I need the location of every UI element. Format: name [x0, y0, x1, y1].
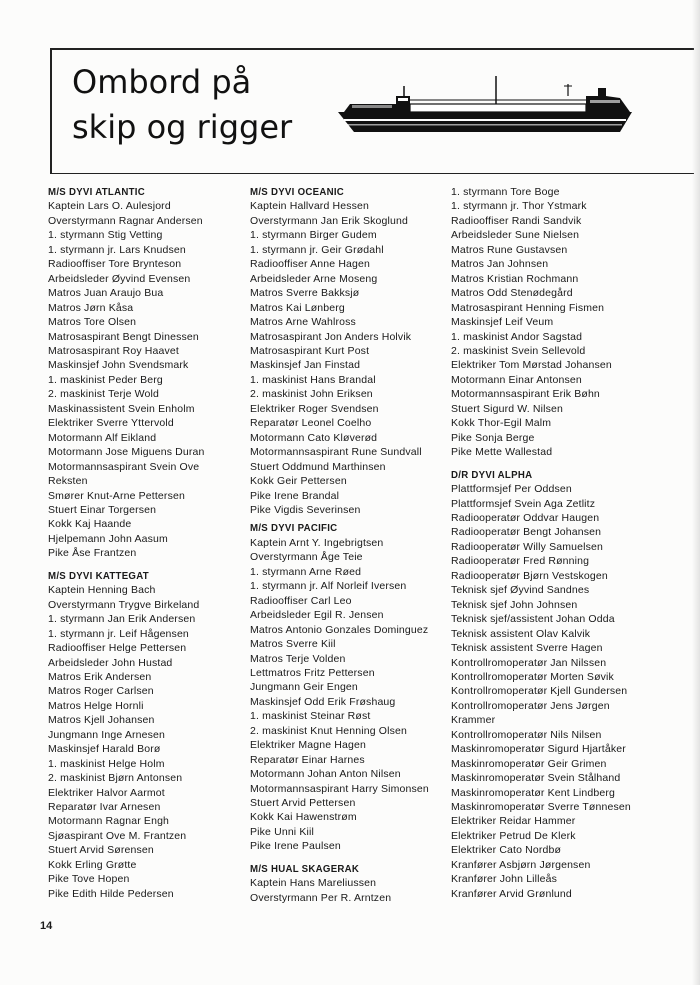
page-crease	[692, 0, 700, 985]
crew-entry: Pike Irene Brandal	[250, 489, 340, 502]
crew-list	[451, 185, 651, 460]
crew-entry: 2. maskinist John Eriksen	[250, 388, 373, 401]
crew-entry: Radiooffiser Helge Pettersen	[48, 642, 187, 655]
crew-entry: Sjøaspirant Ove M. Frantzen	[48, 829, 187, 842]
crew-entry: Kaptein Henning Bach	[48, 584, 156, 597]
crew-entry: Matrosaspirant Henning Fismen	[451, 301, 605, 314]
crew-entry: Overstyrmann Ragnar Andersen	[48, 214, 203, 227]
crew-entry: Maskinsjef Harald Borø	[48, 743, 161, 756]
crew-list	[48, 583, 244, 901]
crew-entry: Kranfører Asbjørn Jørgensen	[451, 858, 591, 871]
crew-entry: Pike Unni Kiil	[250, 825, 314, 838]
crew-list	[451, 482, 651, 901]
crew-entry: 1. maskinist Steinar Røst	[250, 710, 371, 723]
crew-entry: Radiooffiser Tore Brynteson	[48, 258, 182, 271]
column-1	[48, 185, 244, 901]
column-3	[451, 185, 651, 901]
crew-entry: 1. maskinist Andor Sagstad	[451, 330, 583, 343]
crew-entry: Motormann Alf Eikland	[48, 431, 157, 444]
crew-entry: Motormannsaspirant Rune Sundvall	[250, 446, 422, 459]
crew-entry: Arbeidsleder Arne Moseng	[250, 272, 378, 285]
crew-entry: Stuert Arvid Sørensen	[48, 844, 154, 857]
ship-illustration	[336, 74, 642, 138]
crew-entry: Stuert Arvid Pettersen	[250, 797, 356, 810]
crew-entry: Overstyrmann Jan Erik Skoglund	[250, 214, 408, 227]
crew-entry: Motormann Jose Miguens Duran	[48, 446, 205, 459]
crew-entry: Matrosaspirant Bengt Dinessen	[48, 330, 199, 343]
crew-entry: Teknisk sjef/assistent Johan Odda	[451, 613, 615, 626]
crew-entry: Matros Odd Stenødegård	[451, 287, 573, 300]
crew-entry: Pike Vigdis Severinsen	[250, 503, 361, 516]
crew-entry: Matros Kai Lønberg	[250, 301, 345, 314]
crew-entry: Kaptein Arnt Y. Ingebrigtsen	[250, 536, 384, 549]
crew-entry: 1. styrmann Arne Røed	[250, 565, 362, 578]
crew-entry: Jungmann Geir Engen	[250, 681, 358, 694]
crew-entry: Matros Sverre Bakksjø	[250, 287, 360, 300]
crew-entry: Plattformsjef Svein Aga Zetlitz	[451, 497, 596, 510]
crew-entry: Kranfører John Lilleås	[451, 873, 558, 886]
crew-entry: Kokk Thor-Egil Malm	[451, 417, 552, 430]
crew-entry: Elektriker Magne Hagen	[250, 739, 366, 752]
crew-entry: Maskinsjef Leif Veum	[451, 316, 554, 329]
crew-entry: Pike Edith Hilde Pedersen	[48, 887, 174, 900]
crew-entry: Reksten	[48, 475, 88, 488]
crew-entry: Matros Tore Olsen	[48, 316, 137, 329]
crew-entry: 1. styrmann jr. Alf Norleif Iversen	[250, 580, 407, 593]
crew-entry: Kontrollromoperatør Jens Jørgen	[451, 699, 610, 712]
crew-entry: Motormann Einar Antonsen	[451, 373, 582, 386]
crew-entry: Lettmatros Fritz Pettersen	[250, 666, 375, 679]
crew-entry: Matros Arne Wahlross	[250, 316, 356, 329]
crew-list	[250, 199, 445, 517]
crew-entry: Radiooperatør Fred Rønning	[451, 555, 590, 568]
crew-entry: Kaptein Hans Mareliussen	[250, 877, 377, 890]
crew-entry: Arbeidsleder Egil R. Jensen	[250, 609, 384, 622]
crew-entry: Matros Helge Hornli	[48, 699, 144, 712]
crew-entry: Motormann Cato Kløverød	[250, 431, 378, 444]
crew-entry: Stuert Oddmund Marthinsen	[250, 460, 386, 473]
crew-entry: Radiooffiser Anne Hagen	[250, 258, 371, 271]
crew-list	[48, 199, 244, 560]
crew-entry: Kokk Kai Hawenstrøm	[250, 811, 357, 824]
crew-entry: Teknisk sjef Øyvind Sandnes	[451, 584, 590, 597]
crew-entry: Pike Tove Hopen	[48, 873, 130, 886]
section-dyvi-kattegat	[48, 569, 244, 901]
crew-entry: Matros Jan Johnsen	[451, 258, 549, 271]
crew-entry: 1. styrmann Jan Erik Andersen	[48, 613, 196, 626]
crew-entry: Teknisk sjef John Johnsen	[451, 598, 578, 611]
crew-entry: 2. maskinist Bjørn Antonsen	[48, 772, 183, 785]
crew-entry: 1. styrmann jr. Leif Hågensen	[48, 627, 189, 640]
crew-entry: Elektriker Sverre Yttervold	[48, 417, 174, 430]
crew-entry: Kontrollromoperatør Jan Nilssen	[451, 656, 607, 669]
crew-entry: Motormann Johan Anton Nilsen	[250, 768, 401, 781]
section-dyvi-pacific	[250, 521, 445, 853]
crew-entry: Maskinromoperatør Kent Lindberg	[451, 786, 615, 799]
crew-entry: Maskinromoperatør Svein Stålhand	[451, 772, 621, 785]
title-line-1: Ombord på	[72, 63, 252, 101]
crew-entry: Kaptein Lars O. Aulesjord	[48, 200, 171, 213]
crew-entry: Overstyrmann Åge Teie	[250, 551, 363, 564]
section-title: M/S DYVI PACIFIC	[250, 522, 338, 535]
crew-entry: Maskinsjef John Svendsmark	[48, 359, 189, 372]
crew-entry: Kranfører Arvid Grønlund	[451, 887, 572, 900]
crew-entry: Kontrollromoperatør Nils Nilsen	[451, 728, 602, 741]
crew-entry: Arbeidsleder John Hustad	[48, 656, 173, 669]
crew-entry: Stuert Einar Torgersen	[48, 503, 157, 516]
crew-entry: Teknisk assistent Sverre Hagen	[451, 642, 603, 655]
crew-entry: Arbeidsleder Øyvind Evensen	[48, 272, 191, 285]
crew-entry: 1. maskinist Helge Holm	[48, 757, 165, 770]
crew-entry: 1. styrmann Stig Vetting	[48, 229, 163, 242]
crew-entry: Maskinromoperatør Sverre Tønnesen	[451, 801, 631, 814]
crew-entry: Elektriker Petrud De Klerk	[451, 829, 576, 842]
crew-entry: 1. styrmann jr. Geir Grødahl	[250, 243, 384, 256]
crew-entry: Maskinromoperatør Geir Grimen	[451, 757, 607, 770]
crew-entry: Pike Sonja Berge	[451, 431, 535, 444]
crew-entry: Pike Åse Frantzen	[48, 547, 137, 560]
crew-entry: Overstyrmann Trygve Birkeland	[48, 598, 200, 611]
section-title: M/S DYVI OCEANIC	[250, 186, 345, 198]
crew-entry: Jungmann Inge Arnesen	[48, 728, 165, 741]
crew-list	[250, 876, 445, 905]
section-title: M/S HUAL SKAGERAK	[250, 862, 360, 875]
crew-entry: Maskinsjef Jan Finstad	[250, 359, 361, 372]
header-box	[50, 48, 694, 174]
crew-entry: Reparatør Leonel Coelho	[250, 417, 372, 430]
crew-entry: Hjelpemann John Aasum	[48, 532, 168, 545]
crew-list	[250, 536, 445, 854]
crew-entry: Matros Sverre Kiil	[250, 638, 336, 651]
crew-entry: Pike Irene Paulsen	[250, 840, 341, 853]
crew-entry: Elektriker Reidar Hammer	[451, 815, 576, 828]
crew-entry: Radiooffiser Randi Sandvik	[451, 214, 582, 227]
column-2	[250, 185, 445, 905]
crew-entry: Maskinromoperatør Sigurd Hjartåker	[451, 743, 626, 756]
crew-entry: Kontrollromoperatør Kjell Gundersen	[451, 685, 628, 698]
section-dyvi-atlantic	[48, 185, 244, 561]
crew-entry: Matros Juan Araujo Bua	[48, 287, 164, 300]
crew-entry: Smører Knut-Arne Pettersen	[48, 489, 185, 502]
crew-entry: 1. styrmann Tore Boge	[451, 186, 560, 198]
crew-entry: Reparatør Ivar Arnesen	[48, 801, 161, 814]
crew-entry: Kokk Kaj Haande	[48, 518, 132, 531]
crew-entry: 1. maskinist Peder Berg	[48, 373, 163, 386]
crew-entry: Kokk Erling Grøtte	[48, 858, 137, 871]
crew-entry: Motormann Ragnar Engh	[48, 815, 170, 828]
crew-entry: Plattformsjef Per Oddsen	[451, 483, 572, 496]
crew-entry: Matros Roger Carlsen	[48, 685, 154, 698]
crew-entry: Elektriker Tom Mørstad Johansen	[451, 359, 612, 372]
crew-entry: Stuert Sigurd W. Nilsen	[451, 402, 563, 415]
crew-entry: 2. maskinist Terje Wold	[48, 388, 160, 401]
section-dyvi-oceanic	[250, 185, 445, 517]
section-title: M/S DYVI ATLANTIC	[48, 186, 146, 198]
crew-entry: Radiooperatør Oddvar Haugen	[451, 511, 600, 524]
crew-entry: Matrosaspirant Roy Haavet	[48, 344, 179, 357]
page-number: 14	[40, 920, 53, 932]
crew-entry: Krammer	[451, 714, 496, 727]
crew-entry: 1. styrmann Birger Gudem	[250, 229, 377, 242]
section-title: M/S DYVI KATTEGAT	[48, 569, 149, 582]
crew-entry: 2. maskinist Svein Sellevold	[451, 344, 586, 357]
crew-entry: Matrosaspirant Jon Anders Holvik	[250, 330, 412, 343]
crew-entry: Teknisk assistent Olav Kalvik	[451, 627, 591, 640]
crew-entry: Radiooffiser Carl Leo	[250, 594, 352, 607]
section-title: D/R DYVI ALPHA	[451, 468, 533, 481]
crew-entry: Pike Mette Wallestad	[451, 446, 553, 459]
crew-entry: Matros Terje Volden	[250, 652, 346, 665]
crew-entry: 2. maskinist Knut Henning Olsen	[250, 724, 407, 737]
crew-entry: Arbeidsleder Sune Nielsen	[451, 229, 580, 242]
crew-entry: Motormannsaspirant Erik Bøhn	[451, 388, 600, 401]
section-dyvi-alpha	[451, 468, 651, 902]
crew-entry: Elektriker Cato Nordbø	[451, 844, 562, 857]
crew-entry: Overstyrmann Per R. Arntzen	[250, 891, 392, 904]
crew-entry: Matros Antonio Gonzales Dominguez	[250, 623, 429, 636]
crew-entry: Elektriker Halvor Aarmot	[48, 786, 165, 799]
crew-entry: 1. styrmann jr. Lars Knudsen	[48, 243, 186, 256]
crew-entry: Radiooperatør Willy Samuelsen	[451, 540, 603, 553]
crew-entry: Matros Rune Gustavsen	[451, 243, 568, 256]
title-line-2: skip og rigger	[72, 108, 293, 146]
crew-entry: Motormannsaspirant Svein Ove	[48, 460, 200, 473]
crew-entry: Maskinassistent Svein Enholm	[48, 402, 195, 415]
crew-entry: 1. styrmann jr. Thor Ystmark	[451, 200, 587, 213]
crew-entry: Kontrollromoperatør Morten Søvik	[451, 670, 614, 683]
crew-entry: Maskinsjef Odd Erik Frøshaug	[250, 695, 396, 708]
crew-entry: Matrosaspirant Kurt Post	[250, 344, 370, 357]
crew-entry: Matros Kjell Johansen	[48, 714, 155, 727]
section-hual-skagerak-continued	[451, 185, 651, 460]
crew-entry: Elektriker Roger Svendsen	[250, 402, 379, 415]
page-title	[72, 60, 292, 150]
crew-entry: Kaptein Hallvard Hessen	[250, 200, 370, 213]
section-hual-skagerak	[250, 862, 445, 905]
crew-entry: Matros Kristian Rochmann	[451, 272, 579, 285]
crew-entry: Motormannsaspirant Harry Simonsen	[250, 782, 429, 795]
crew-entry: Reparatør Einar Harnes	[250, 753, 365, 766]
crew-entry: 1. maskinist Hans Brandal	[250, 373, 376, 386]
crew-entry: Radiooperatør Bengt Johansen	[451, 526, 602, 539]
crew-entry: Matros Erik Andersen	[48, 670, 152, 683]
crew-entry: Matros Jørn Kåsa	[48, 301, 134, 314]
crew-entry: Radiooperatør Bjørn Vestskogen	[451, 569, 608, 582]
crew-entry: Kokk Geir Pettersen	[250, 475, 347, 488]
